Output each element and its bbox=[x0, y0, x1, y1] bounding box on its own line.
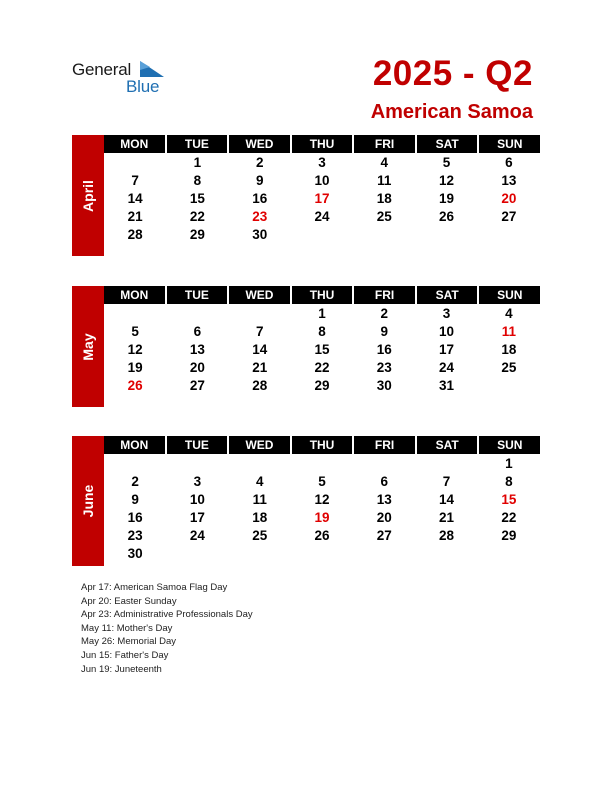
day-cell: 30 bbox=[252, 227, 268, 242]
day-cell: 7 bbox=[442, 474, 451, 489]
holiday-note: Jun 19: Juneteenth bbox=[81, 663, 162, 675]
empty-day-cell bbox=[291, 225, 353, 243]
day-cell: 3 bbox=[193, 474, 202, 489]
day-cell: 29 bbox=[314, 378, 330, 393]
day-cell: 10 bbox=[189, 492, 205, 507]
empty-day-cell bbox=[353, 225, 415, 243]
day-cell: 21 bbox=[439, 510, 455, 525]
holiday-note: Apr 20: Easter Sunday bbox=[81, 595, 177, 607]
day-cell: 23 bbox=[252, 209, 268, 224]
logo-text-blue: Blue bbox=[126, 77, 160, 96]
month-name: June bbox=[80, 484, 96, 518]
day-cell: 6 bbox=[505, 155, 513, 170]
day-cell: 13 bbox=[189, 342, 205, 357]
empty-day-cell bbox=[415, 225, 477, 243]
empty-day-cell bbox=[104, 153, 166, 171]
holiday-note: Apr 17: American Samoa Flag Day bbox=[81, 582, 228, 593]
day-cell: 2 bbox=[380, 306, 389, 321]
weekday-header-row bbox=[104, 286, 540, 304]
weekday-header: FRI bbox=[354, 436, 415, 454]
day-cell: 3 bbox=[442, 306, 451, 321]
day-cell: 2 bbox=[131, 474, 139, 489]
day-cell: 8 bbox=[193, 173, 202, 188]
day-cell: 26 bbox=[439, 209, 455, 224]
day-cell: 7 bbox=[131, 173, 139, 188]
day-cell: 28 bbox=[127, 227, 143, 242]
day-cell: 26 bbox=[314, 528, 330, 543]
month-april bbox=[72, 135, 540, 256]
day-cell: 26 bbox=[127, 378, 143, 393]
country-subtitle: American Samoa bbox=[370, 101, 533, 123]
day-cell: 18 bbox=[376, 191, 392, 206]
day-cell: 22 bbox=[501, 510, 517, 525]
day-cell: 8 bbox=[505, 474, 513, 489]
day-cell: 7 bbox=[255, 324, 264, 339]
empty-day-cell bbox=[478, 544, 540, 562]
holiday-note: Jun 15: Father's Day bbox=[81, 649, 169, 661]
weekday-header: SAT bbox=[417, 436, 478, 454]
day-cell: 27 bbox=[189, 378, 205, 393]
day-cell: 23 bbox=[376, 360, 392, 375]
empty-day-cell bbox=[166, 454, 228, 472]
month-label-tab bbox=[72, 135, 104, 256]
day-cell: 31 bbox=[439, 378, 455, 393]
weekday-header-row bbox=[104, 135, 540, 153]
day-cell: 4 bbox=[255, 474, 264, 489]
day-cell: 1 bbox=[318, 306, 326, 321]
day-cell: 25 bbox=[376, 209, 392, 224]
day-cell: 28 bbox=[252, 378, 268, 393]
weekday-header: WED bbox=[229, 436, 290, 454]
day-cell: 24 bbox=[314, 209, 330, 224]
empty-day-cell bbox=[104, 304, 166, 322]
day-cell: 15 bbox=[501, 492, 517, 507]
empty-day-cell bbox=[166, 544, 228, 562]
day-cell: 2 bbox=[255, 155, 264, 170]
day-cell: 8 bbox=[318, 324, 326, 339]
day-grid bbox=[104, 454, 540, 562]
day-cell: 21 bbox=[252, 360, 268, 375]
weekday-header: WED bbox=[229, 135, 290, 153]
day-cell: 25 bbox=[501, 360, 517, 375]
month-label-tab bbox=[72, 436, 104, 566]
day-cell: 11 bbox=[252, 492, 267, 507]
weekday-header: FRI bbox=[354, 135, 415, 153]
day-cell: 5 bbox=[442, 155, 451, 170]
day-cell: 18 bbox=[252, 510, 268, 525]
day-cell: 9 bbox=[380, 324, 389, 339]
day-cell: 18 bbox=[501, 342, 517, 357]
month-june bbox=[72, 436, 540, 566]
day-cell: 13 bbox=[376, 492, 392, 507]
day-cell: 28 bbox=[439, 528, 455, 543]
day-cell: 20 bbox=[376, 510, 392, 525]
weekday-header: TUE bbox=[167, 436, 228, 454]
empty-day-cell bbox=[166, 304, 228, 322]
weekday-header: SUN bbox=[479, 436, 540, 454]
weekday-header-row bbox=[104, 436, 540, 454]
day-cell: 9 bbox=[255, 173, 264, 188]
weekday-header: SUN bbox=[479, 286, 540, 304]
day-grid bbox=[104, 153, 540, 243]
day-cell: 17 bbox=[189, 510, 205, 525]
day-cell: 23 bbox=[127, 528, 143, 543]
day-cell: 27 bbox=[376, 528, 392, 543]
day-cell: 21 bbox=[127, 209, 143, 224]
day-cell: 29 bbox=[189, 227, 205, 242]
day-cell: 24 bbox=[439, 360, 455, 375]
empty-day-cell bbox=[353, 544, 415, 562]
empty-day-cell bbox=[291, 454, 353, 472]
day-cell: 11 bbox=[377, 173, 392, 188]
day-cell: 16 bbox=[127, 510, 143, 525]
day-cell: 12 bbox=[127, 342, 143, 357]
month-label-tab bbox=[72, 286, 104, 407]
weekday-header: SAT bbox=[417, 135, 478, 153]
day-cell: 17 bbox=[439, 342, 455, 357]
empty-day-cell bbox=[229, 454, 291, 472]
weekday-header: THU bbox=[292, 436, 353, 454]
day-cell: 5 bbox=[318, 474, 326, 489]
day-cell: 19 bbox=[127, 360, 143, 375]
day-cell: 22 bbox=[189, 209, 205, 224]
month-name: May bbox=[80, 332, 96, 361]
day-cell: 4 bbox=[380, 155, 389, 170]
weekday-header: THU bbox=[292, 286, 353, 304]
day-cell: 1 bbox=[193, 155, 202, 170]
weekday-header: THU bbox=[292, 135, 353, 153]
day-cell: 12 bbox=[314, 492, 330, 507]
weekday-header: FRI bbox=[354, 286, 415, 304]
day-cell: 4 bbox=[505, 306, 513, 321]
logo-flag-icon bbox=[140, 61, 164, 77]
empty-day-cell bbox=[415, 544, 477, 562]
holiday-notes bbox=[81, 581, 253, 676]
day-cell: 20 bbox=[189, 360, 205, 375]
empty-day-cell bbox=[229, 304, 291, 322]
day-cell: 10 bbox=[439, 324, 455, 339]
weekday-header: MON bbox=[104, 436, 165, 454]
day-cell: 14 bbox=[439, 492, 455, 507]
empty-day-cell bbox=[478, 225, 540, 243]
day-cell: 6 bbox=[380, 474, 389, 489]
day-cell: 11 bbox=[501, 324, 516, 339]
holiday-note: Apr 23: Administrative Professionals Day bbox=[81, 609, 253, 621]
day-cell: 14 bbox=[127, 191, 143, 206]
day-cell: 5 bbox=[131, 324, 139, 339]
weekday-header: TUE bbox=[167, 135, 228, 153]
day-cell: 30 bbox=[376, 378, 392, 393]
weekday-header: MON bbox=[104, 135, 165, 153]
weekday-header: TUE bbox=[167, 286, 228, 304]
empty-day-cell bbox=[104, 454, 166, 472]
day-cell: 16 bbox=[252, 191, 268, 206]
page-title: 2025 - Q2 bbox=[372, 54, 533, 93]
holiday-note: May 11: Mother's Day bbox=[81, 622, 173, 634]
empty-day-cell bbox=[415, 454, 477, 472]
holiday-note: May 26: Memorial Day bbox=[81, 636, 177, 648]
day-cell: 29 bbox=[501, 528, 517, 543]
day-cell: 22 bbox=[314, 360, 330, 375]
day-cell: 12 bbox=[439, 173, 455, 188]
day-cell: 30 bbox=[127, 546, 143, 561]
day-cell: 17 bbox=[314, 191, 330, 206]
weekday-header: SAT bbox=[417, 286, 478, 304]
empty-day-cell bbox=[229, 544, 291, 562]
day-cell: 16 bbox=[376, 342, 392, 357]
day-cell: 6 bbox=[193, 324, 202, 339]
day-cell: 15 bbox=[314, 342, 330, 357]
logo-text-general: General bbox=[72, 60, 132, 79]
weekday-header: MON bbox=[104, 286, 165, 304]
empty-day-cell bbox=[478, 376, 540, 394]
weekday-header: WED bbox=[229, 286, 290, 304]
month-name: April bbox=[80, 179, 96, 212]
month-may bbox=[72, 286, 540, 407]
day-grid bbox=[104, 304, 540, 394]
day-cell: 14 bbox=[252, 342, 268, 357]
day-cell: 10 bbox=[314, 173, 330, 188]
day-cell: 1 bbox=[505, 456, 513, 471]
empty-day-cell bbox=[353, 454, 415, 472]
day-cell: 13 bbox=[501, 173, 517, 188]
day-cell: 3 bbox=[318, 155, 326, 170]
day-cell: 19 bbox=[439, 191, 455, 206]
day-cell: 20 bbox=[501, 191, 517, 206]
weekday-header: SUN bbox=[479, 135, 540, 153]
empty-day-cell bbox=[291, 544, 353, 562]
day-cell: 25 bbox=[252, 528, 268, 543]
day-cell: 27 bbox=[501, 209, 517, 224]
day-cell: 15 bbox=[189, 191, 205, 206]
day-cell: 9 bbox=[131, 492, 139, 507]
general-blue-logo bbox=[72, 60, 172, 96]
day-cell: 24 bbox=[189, 528, 205, 543]
day-cell: 19 bbox=[314, 510, 330, 525]
